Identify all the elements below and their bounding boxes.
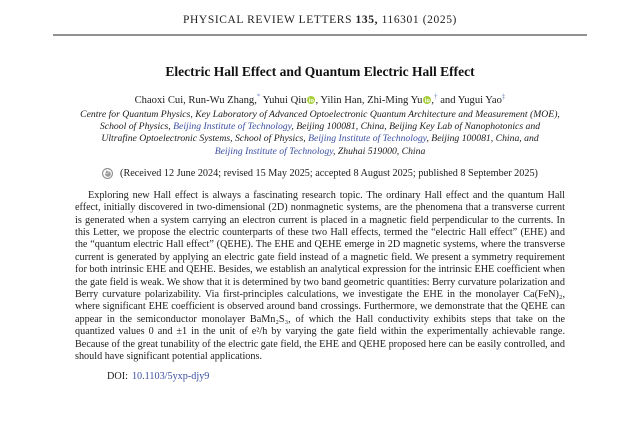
institution-link[interactable]: Beijing Institute of Technology [308,133,427,145]
author-segment: Chaoxi Cui, Run-Wu Zhang, [134,95,257,106]
affiliation-text: Centre for Quantum Physics, Key Laboratory of Advanced Optoelectronic Quantum Architecture and Measurement (MOE), [80,109,560,120]
affiliation-line [0,146,640,158]
received-row [0,168,640,179]
affiliation-text: Ultrafine Optoelectronic Systems, School of Physics, [101,133,309,145]
doi-row [107,371,640,382]
journal-issue: 116301 (2025) [381,14,457,26]
author-segment: , Yilin Han, Zhi-Ming Yu [315,95,423,106]
paper-title: Electric Hall Effect and Quantum Electric Hall Effect [165,64,475,79]
affiliation-line [0,109,640,121]
header-rule [53,34,587,36]
affiliation-text: , Zhuhai 519000, China [333,145,426,157]
affiliation-text: School of Physics, [99,121,174,133]
footnote-marker[interactable]: ‡ [501,92,506,101]
author-segment: Yuhui Qiu [260,95,307,106]
affiliation-text: , Beijing 100081, China, Beijing Key Lab of Nanophotonics and [291,121,541,133]
affiliations-block [0,109,640,158]
journal-volume: 135, [355,14,379,26]
institution-link[interactable]: Beijing Institute of Technology [173,121,292,133]
received-dates: (Received 12 June 2024; revised 15 May 2025; accepted 8 August 2025; published 8 September 2025) [120,167,538,179]
journal-name: PHYSICAL REVIEW LETTERS [183,14,353,26]
author-segment: , [431,95,435,106]
authors-line [0,92,640,106]
doi-label: DOI: [107,370,128,382]
abstract-paragraph: Exploring new Hall effect is always a fascinating research topic. The ordinary Hall effect and the quantum Hall effect, initially discovered in two-dimensional (2D) nonmagnetic systems, are the phenomena that a transverse current is generated when a system carrying an electron current is placed in a magnetic field perpendicular to the currents. In this Letter, we propose the electric counterparts of these two Hall effects, termed the “electric Hall effect” (EHE) and the “quantum electric Hall effect” (QEHE). The EHE and QEHE emerge in 2D magnetic systems, where the transverse current is generated by applying an electric gate field instead of a magnetic field. We present a symmetry requirement for both intrinsic EHE and QEHE. Besides, we establish an analytical expression for the intrinsic EHE coefficient when the gate field is weak. We show that it is determined by two band geometric quantities: Berry curvature polarization and Berry curvature polarizability. Via first-principles calculations, we investigate the EHE in the monolayer Ca(FeN)₂, where significant EHE coefficient is observed around band crossings. Furthermore, we demonstrate that the QEHE can appear in the semiconductor monolayer BaMn₂S₃, of which the Hall conductivity exhibits steps that take on the quantized values 0 and ±1 in the unit of e²/h by varying the gate field within the experimentally achievable range. Because of the great tunability of the electric gate field, the EHE and QEHE proposed here can be easily controlled, and should have significant potential applications. [75,189,565,363]
crossmark-icon[interactable] [102,168,113,179]
affiliation-line [0,121,640,133]
footnote-marker[interactable]: * [256,92,261,101]
institution-link[interactable]: Beijing Institute of Technology [214,145,333,157]
journal-header [0,0,640,26]
affiliation-line [0,133,640,145]
footnote-marker[interactable]: † [434,92,438,101]
affiliation-text: , Beijing 100081, China, and [426,133,539,145]
author-segment: and Yugui Yao [437,95,502,106]
doi-link[interactable]: 10.1103/5yxp-djy9 [131,370,210,382]
